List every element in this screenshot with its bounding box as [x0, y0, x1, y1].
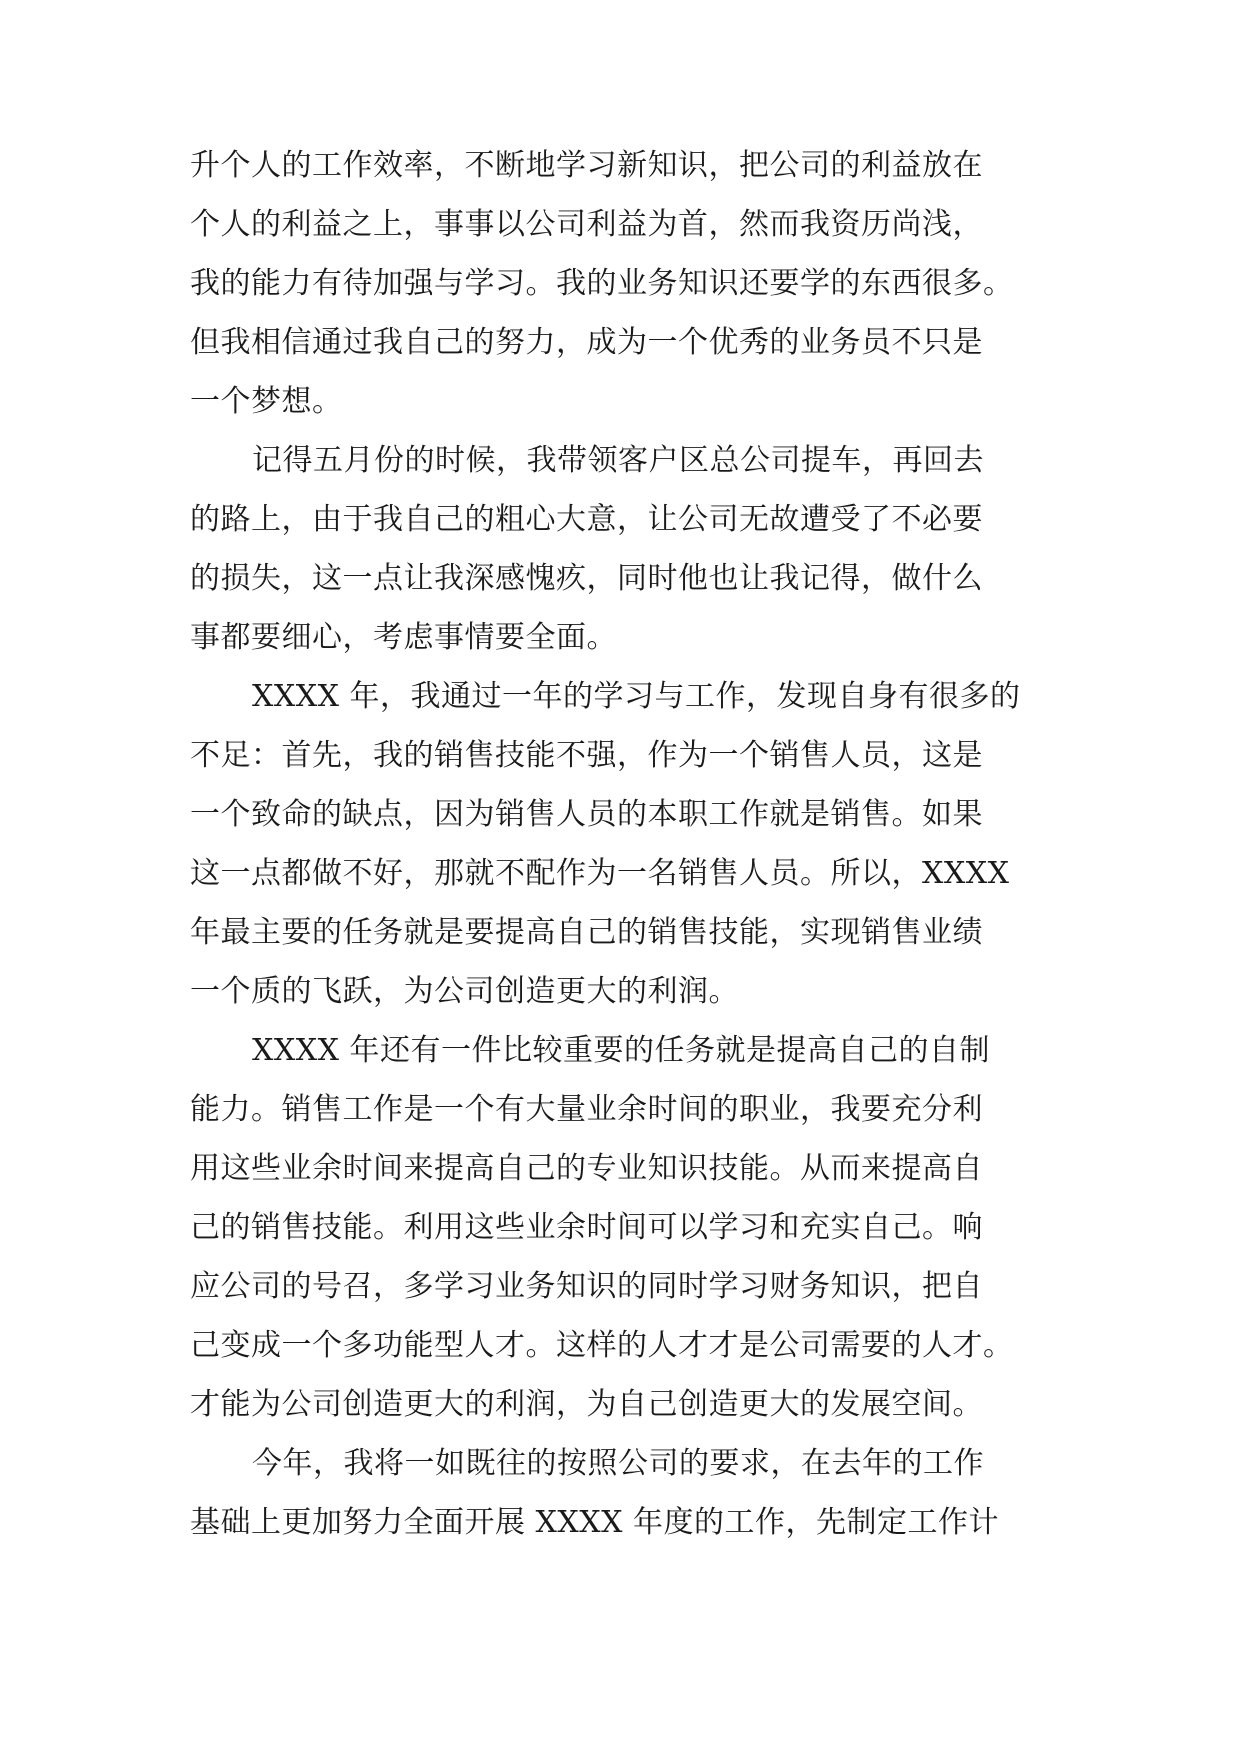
paragraph-start-line: 记得五月份的时候，我带领客户区总公司提车，再回去 [252, 443, 984, 478]
text-line: 不足：首先，我的销售技能不强，作为一个销售人员，这是 [190, 738, 983, 773]
text-line: 应公司的号召，多学习业务知识的同时学习财务知识，把自 [190, 1269, 983, 1304]
text-line: 己变成一个多功能型人才。这样的人才才是公司需要的人才。 [190, 1328, 1014, 1363]
text-line: 基础上更加努力全面开展 XXXX 年度的工作，先制定工作计 [190, 1505, 1000, 1540]
text-line: 升个人的工作效率，不断地学习新知识，把公司的利益放在 [190, 148, 983, 183]
text-line: 的损失，这一点让我深感愧疚，同时他也让我记得，做什么 [190, 561, 983, 596]
text-line: 个人的利益之上，事事以公司利益为首，然而我资历尚浅， [190, 207, 983, 242]
text-line: 但我相信通过我自己的努力，成为一个优秀的业务员不只是 [190, 325, 983, 360]
text-line: 一个质的飞跃，为公司创造更大的利润。 [190, 974, 739, 1009]
paragraph-start-line: XXXX 年，我通过一年的学习与工作，发现自身有很多的 [252, 679, 1021, 714]
text-line: 这一点都做不好，那就不配作为一名销售人员。所以，XXXX [190, 856, 1010, 891]
paragraph-start-line: XXXX 年还有一件比较重要的任务就是提高自己的自制 [252, 1033, 990, 1068]
text-line: 己的销售技能。利用这些业余时间可以学习和充实自己。响 [190, 1210, 983, 1245]
paragraph-start-line: 今年，我将一如既往的按照公司的要求，在去年的工作 [252, 1446, 984, 1481]
text-line: 我的能力有待加强与学习。我的业务知识还要学的东西很多。 [190, 266, 1014, 301]
text-line: 的路上，由于我自己的粗心大意，让公司无故遭受了不必要 [190, 502, 983, 537]
text-line: 才能为公司创造更大的利润，为自己创造更大的发展空间。 [190, 1387, 983, 1422]
text-line: 年最主要的任务就是要提高自己的销售技能，实现销售业绩 [190, 915, 983, 950]
text-line: 事都要细心，考虑事情要全面。 [190, 620, 617, 655]
text-line: 一个梦想。 [190, 384, 343, 419]
text-line: 一个致命的缺点，因为销售人员的本职工作就是销售。如果 [190, 797, 983, 832]
text-line: 能力。销售工作是一个有大量业余时间的职业，我要充分利 [190, 1092, 983, 1127]
text-line: 用这些业余时间来提高自己的专业知识技能。从而来提高自 [190, 1151, 983, 1186]
